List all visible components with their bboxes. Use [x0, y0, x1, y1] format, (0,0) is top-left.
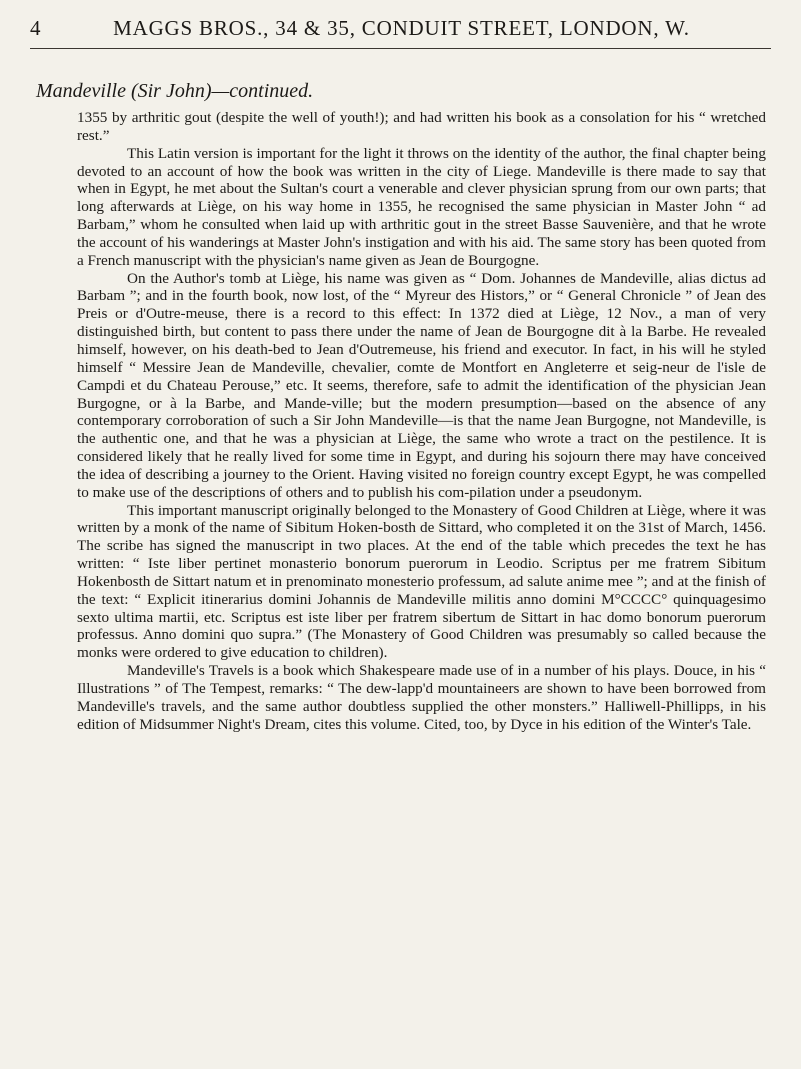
header-rule	[30, 48, 771, 49]
running-head: MAGGS BROS., 34 & 35, CONDUIT STREET, LONDON, W.	[113, 16, 690, 40]
paragraph: This Latin version is important for the light it throws on the identity of the author, the final chapter being devoted to an account of how the book was written in the city of Liege. Mandeville is there made to say that when in Egypt, he met about the Sultan's court a venerable and clever physician sprung from our own parts; that long afterwards at Liège, on his way home in 1355, he recognised the same physician in Master John “ ad Barbam,” whom he consulted when laid up with arthritic gout in the street Basse Sauvenière, and that he wrote the account of his wanderings at Master John's instigation and with his aid. The same story has been quoted from a French manuscript with the physician's name given as Jean de Bourgogne.	[77, 144, 766, 269]
paragraph: Mandeville's Travels is a book which Shakespeare made use of in a number of his plays. Douce, in his “ Illustrations ” of The Tempest, remarks: “ The dew-lapp'd mountaineers are shown to have been borrowed from Mandeville's travels, and the same author doubtless supplied the other monsters.” Halliwell-Phillipps, in his edition of Midsummer Night's Dream, cites this volume. Cited, too, by Dyce in his edition of the Winter's Tale.	[77, 662, 766, 733]
entry-heading: Mandeville (Sir John)—continued.	[36, 80, 314, 102]
paragraph: This important manuscript originally belonged to the Monastery of Good Children at Liège, where it was written by a monk of the name of Sibitum Hoken-bosth de Sittard, who completed it on the 31st of March, 1456. The scribe has signed the manuscript in two places. At the end of the table which precedes the text he has written: “ Iste liber pertinet monasterio bonorum puerorum in Leodio. Scriptus per me fratrem Sibitum Hokenbosth de Sittart natum et in prenominato monesterio professum, ad salute anime mee ”; and at the finish of the text: “ Explicit itinerarius domini Johannis de Mandeville militis anno domini M°CCCC° quinquagesimo sexto ultima martii, etc. Scriptus est iste liber per fratrem sibertum de Sittart in hac domo bonorum puerorum professus. Anno domini quo supra.” (The Monastery of Good Children was presumably so called because the monks were ordered to give education to children).	[77, 501, 766, 662]
entry-body	[77, 109, 766, 734]
page-header	[30, 16, 771, 42]
paragraph: 1355 by arthritic gout (despite the well of youth!); and had written his book as a consolation for his “ wretched rest.”	[77, 109, 766, 144]
page-number: 4	[30, 16, 42, 40]
paragraph: On the Author's tomb at Liège, his name was given as “ Dom. Johannes de Mandeville, alias dictus ad Barbam ”; and in the fourth book, now lost, of the “ Myreur des Histors,” or “ General Chronicle ” of Jean des Preis or d'Outre-meuse, there is a record to this effect: In 1372 died at Liège, 12 Nov., a man of very distinguished birth, but content to pass there under the name of Jean de Bourgogne dit à la Barbe. He revealed himself, however, on his death-bed to Jean d'Outremeuse, his friend and executor. In fact, in his will he styled himself “ Messire Jean de Mandeville, chevalier, comte de Montfort en Angleterre et seig-neur de l'isle de Campdi et du Chateau Perouse,” etc. It seems, therefore, safe to admit the identification of the physician Jean Burgogne, or à la Barbe, and Mande-ville; but the modern presumption—based on the absence of any contemporary corroboration of such a Sir John Mandeville—is that the name Jean Burgogne, not Mandeville, is the authentic one, and that he was a physician at Liège, the same who wrote a tract on the pestilence. It is considered likely that he really lived for some time in Egypt, and during his sojourn there may have conceived the idea of describing a journey to the Orient. Having visited no foreign country except Egypt, he was compelled to make use of the descriptions of others and to publish his com-pilation under a pseudonym.	[77, 269, 766, 501]
